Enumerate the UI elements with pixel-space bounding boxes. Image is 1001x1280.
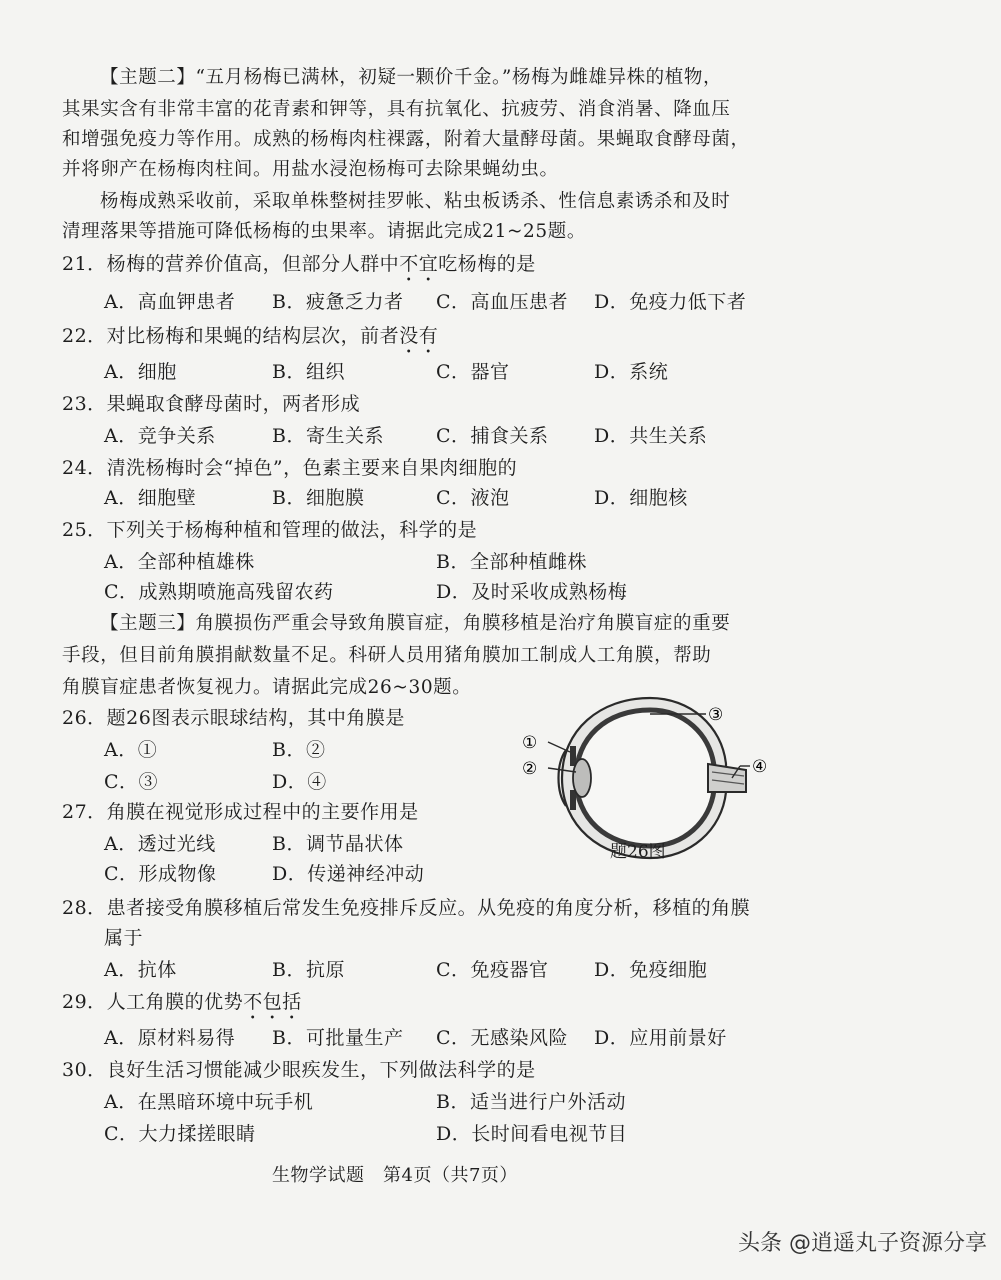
question-26-stem: 26．题26图表示眼球结构，其中角膜是 <box>62 707 405 729</box>
question-28-stem-line-1: 28．患者接受角膜移植后常发生免疫排斥反应。从免疫的角度分析，移植的角膜 <box>62 897 751 919</box>
question-23-option-c[interactable]: C．捕食关系 <box>436 425 549 447</box>
figure-label-1: ① <box>522 733 538 753</box>
question-28-option-b[interactable]: B．抗原 <box>272 959 345 981</box>
question-30-option-d[interactable]: D．长时间看电视节目 <box>436 1123 628 1145</box>
topic2-line-3: 和增强免疫力等作用。成熟的杨梅肉柱裸露，附着大量酵母菌。果蝇取食酵母菌， <box>62 129 750 150</box>
question-27-option-b[interactable]: B．调节晶状体 <box>272 833 404 855</box>
question-23-option-b[interactable]: B．寄生关系 <box>272 425 384 447</box>
question-24-option-a[interactable]: A．细胞壁 <box>104 487 197 509</box>
question-24-stem: 24．清洗杨梅时会“掉色”，色素主要来自果肉细胞的 <box>62 457 518 479</box>
question-23-option-a[interactable]: A．竞争关系 <box>104 425 216 447</box>
question-21-option-b[interactable]: B．疲惫乏力者 <box>272 291 404 313</box>
question-22-stem: 22．对比杨梅和果蝇的结构层次，前者没有 <box>62 325 439 347</box>
question-21-stem: 21．杨梅的营养价值高，但部分人群中不宜吃杨梅的是 <box>62 253 536 275</box>
question-21-option-d[interactable]: D．免疫力低下者 <box>594 291 747 313</box>
question-22-option-b[interactable]: B．组织 <box>272 361 345 383</box>
question-24-option-d[interactable]: D．细胞核 <box>594 487 688 509</box>
figure-label-3: ③ <box>708 705 724 725</box>
question-29-option-a[interactable]: A．原材料易得 <box>104 1027 236 1049</box>
question-21-option-a[interactable]: A．高血钾患者 <box>104 291 236 313</box>
question-27-option-a[interactable]: A．透过光线 <box>104 833 216 855</box>
question-30-option-a[interactable]: A．在黑暗环境中玩手机 <box>104 1091 314 1113</box>
optic-nerve <box>708 764 746 792</box>
question-28-option-c[interactable]: C．免疫器官 <box>436 959 549 981</box>
question-26-option-b[interactable]: B．② <box>272 739 326 761</box>
watermark: 头条 @逍遥丸子资源分享 <box>738 1231 987 1256</box>
question-22-option-a[interactable]: A．细胞 <box>104 361 177 383</box>
question-28-option-a[interactable]: A．抗体 <box>104 959 177 981</box>
question-26-option-c[interactable]: C．③ <box>104 771 159 793</box>
question-25-option-c[interactable]: C．成熟期喷施高残留农药 <box>104 581 334 603</box>
figure-label-4: ④ <box>752 757 768 777</box>
question-25-stem: 25．下列关于杨梅种植和管理的做法，科学的是 <box>62 519 478 541</box>
question-29-stem: 29．人工角膜的优势不包括 <box>62 991 302 1013</box>
figure-caption: 题26图 <box>610 842 666 862</box>
retina-layer <box>576 710 714 846</box>
question-27-option-c[interactable]: C．形成物像 <box>104 863 217 885</box>
topic2-line-4: 并将卵产在杨梅肉柱间。用盐水浸泡杨梅可去除果蝇幼虫。 <box>62 159 559 180</box>
topic3-line-1: 【主题三】角膜损伤严重会导致角膜盲症，角膜移植是治疗角膜盲症的重要 <box>100 613 731 634</box>
iris-lower <box>570 790 576 810</box>
topic2-line-2: 其果实含有非常丰富的花青素和钾等，具有抗氧化、抗疲劳、消食消暑、降血压 <box>62 99 731 120</box>
question-28-option-d[interactable]: D．免疫细胞 <box>594 959 708 981</box>
question-29-option-c[interactable]: C．无感染风险 <box>436 1027 569 1049</box>
topic2-line-1: 【主题二】“五月杨梅已满林，初疑一颗价千金。”杨梅为雌雄异株的植物， <box>100 67 723 88</box>
topic3-line-2: 手段，但目前角膜捐献数量不足。科研人员用猪角膜加工制成人工角膜，帮助 <box>62 645 712 666</box>
lens <box>573 759 591 797</box>
question-27-stem: 27．角膜在视觉形成过程中的主要作用是 <box>62 801 419 823</box>
question-25-option-b[interactable]: B．全部种植雌株 <box>436 551 587 573</box>
question-25-option-a[interactable]: A．全部种植雄株 <box>104 551 255 573</box>
question-30-option-b[interactable]: B．适当进行户外活动 <box>436 1091 626 1113</box>
page-footer: 生物学试题 第4页（共7页） <box>272 1165 518 1186</box>
question-27-option-d[interactable]: D．传递神经冲动 <box>272 863 425 885</box>
question-24-option-c[interactable]: C．液泡 <box>436 487 510 509</box>
topic2-line-5: 杨梅成熟采收前，采取单株整树挂罗帐、粘虫板诱杀、性信息素诱杀和及时 <box>100 191 731 212</box>
question-21-option-c[interactable]: C．高血压患者 <box>436 291 569 313</box>
question-22-option-c[interactable]: C．器官 <box>436 361 510 383</box>
question-25-option-d[interactable]: D．及时采收成熟杨梅 <box>436 581 628 603</box>
iris-upper <box>570 746 576 766</box>
question-30-option-c[interactable]: C．大力揉搓眼睛 <box>104 1123 256 1145</box>
question-26-option-a[interactable]: A．① <box>104 739 158 761</box>
question-30-stem: 30．良好生活习惯能减少眼疾发生，下列做法科学的是 <box>62 1059 536 1081</box>
question-28-stem-line-2: 属于 <box>104 927 144 949</box>
question-29-option-d[interactable]: D．应用前景好 <box>594 1027 727 1049</box>
topic3-line-3: 角膜盲症患者恢复视力。请据此完成26~30题。 <box>62 677 472 698</box>
question-23-option-d[interactable]: D．共生关系 <box>594 425 708 447</box>
question-23-stem: 23．果蝇取食酵母菌时，两者形成 <box>62 393 361 415</box>
topic2-line-6: 清理落果等措施可降低杨梅的虫果率。请据此完成21~25题。 <box>62 221 586 242</box>
question-26-option-d[interactable]: D．④ <box>272 771 327 793</box>
question-22-option-d[interactable]: D．系统 <box>594 361 669 383</box>
question-29-option-b[interactable]: B．可批量生产 <box>272 1027 404 1049</box>
question-24-option-b[interactable]: B．细胞膜 <box>272 487 365 509</box>
figure-label-2: ② <box>522 759 538 779</box>
